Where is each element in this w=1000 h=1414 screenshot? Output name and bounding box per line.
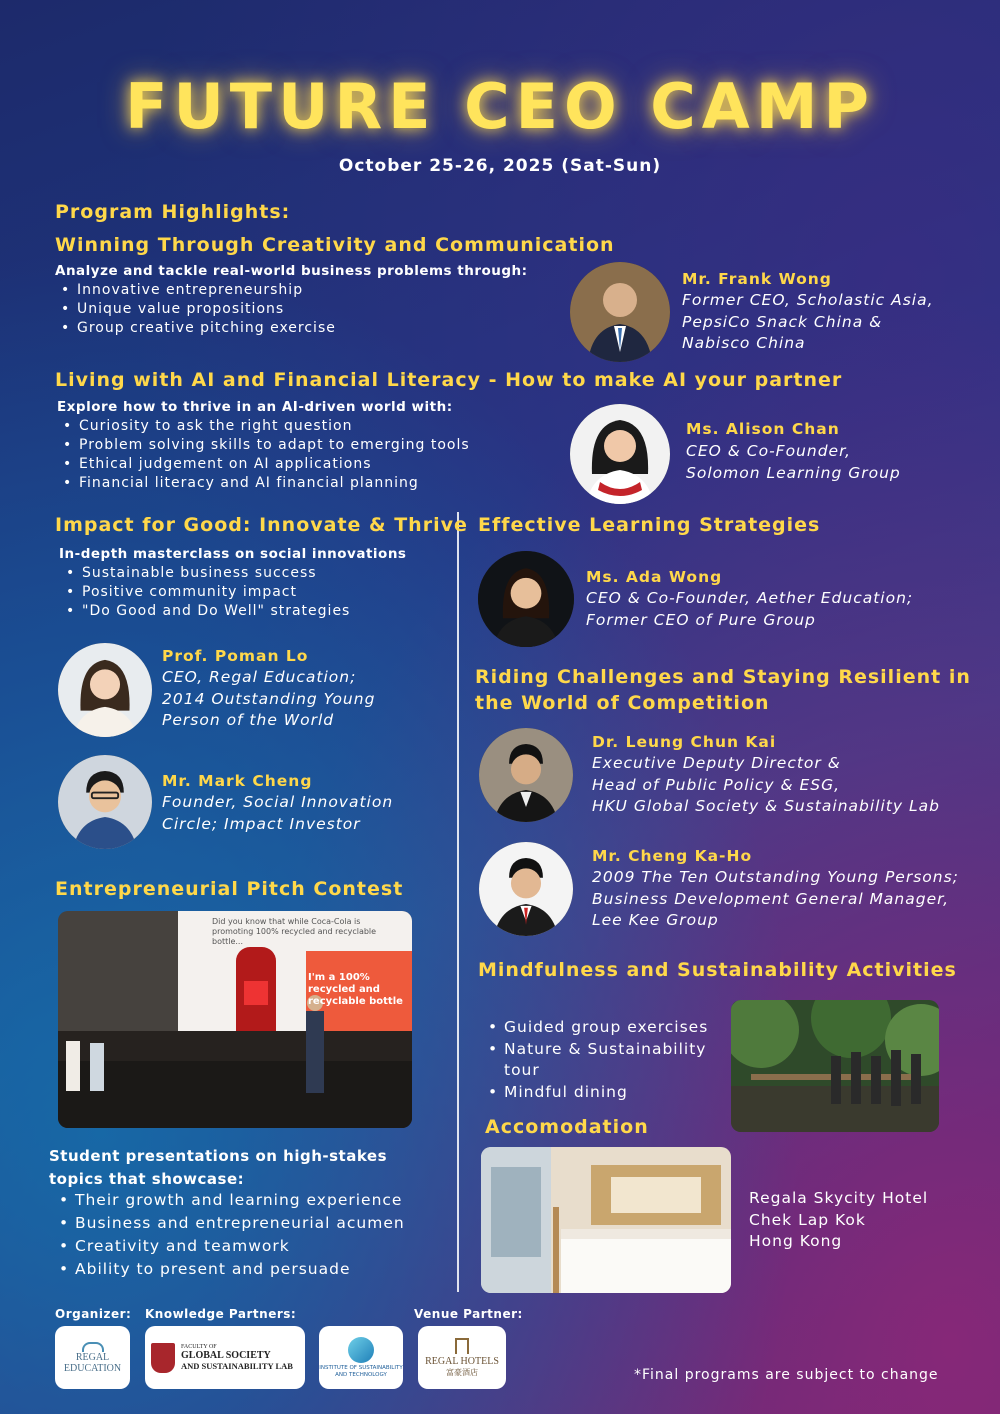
sec3-intro: In-depth masterclass on social innovations <box>59 546 407 562</box>
list-item: • Ability to present and persuade <box>53 1258 405 1281</box>
speaker-role: CEO & Co-Founder, Solomon Learning Group <box>686 442 901 482</box>
sec5-heading: Riding Challenges and Staying Resilient in the World of Competition <box>475 666 971 714</box>
regal-hotels-emblem <box>455 1338 469 1354</box>
sec4-heading: Effective Learning Strategies <box>478 514 821 536</box>
sec3-list <box>60 564 350 621</box>
ist-logo: INSTITUTE OF SUSTAINABILITY AND TECHNOLOGY <box>319 1326 403 1389</box>
list-item: • Their growth and learning experience <box>53 1189 405 1212</box>
globe-icon <box>348 1337 374 1363</box>
list-item: • Ethical judgement on AI applications <box>57 455 470 474</box>
nature-tour-photo <box>731 1000 939 1132</box>
sec2-intro: Explore how to thrive in an AI-driven world with: <box>57 399 453 415</box>
list-item: • Financial literacy and AI financial planning <box>57 474 470 493</box>
speaker-name: Prof. Poman Lo <box>162 647 309 665</box>
speaker-role: CEO & Co-Founder, Aether Education; Former CEO of Pure Group <box>586 589 914 629</box>
sec1-heading: Winning Through Creativity and Communication <box>55 234 615 256</box>
mindful-heading: Mindfulness and Sustainability Activities <box>478 959 957 981</box>
list-item: • Mindful dining <box>482 1082 712 1104</box>
list-item: • Positive community impact <box>60 583 350 602</box>
venue-partner-label: Venue Partner: <box>414 1307 523 1321</box>
speaker-name: Mr. Mark Cheng <box>162 772 313 790</box>
regal-hotels-logo: REGAL HOTELS 富豪酒店 <box>418 1326 506 1389</box>
list-item: • Business and entrepreneurial acumen <box>53 1212 405 1235</box>
column-divider <box>457 512 459 1292</box>
sec1-list <box>55 281 336 338</box>
list-item: • Problem solving skills to adapt to emerging tools <box>57 436 470 455</box>
sec2-heading: Living with AI and Financial Literacy - How to make AI your partner <box>55 369 843 391</box>
event-date: October 25-26, 2025 (Sat-Sun) <box>338 156 662 176</box>
list-item: • Sustainable business success <box>60 564 350 583</box>
list-item: • Guided group exercises <box>482 1017 712 1039</box>
speaker-photo-poman-lo <box>58 643 152 737</box>
speaker-role: Executive Deputy Director & Head of Public Policy & ESG, HKU Global Society & Sustainability Lab <box>592 754 940 815</box>
organizer-label: Organizer: <box>55 1307 132 1321</box>
speaker-photo-leung-chun-kai <box>479 728 573 822</box>
mindful-list <box>482 1017 712 1103</box>
speaker-name: Dr. Leung Chun Kai <box>592 733 777 751</box>
speaker-photo-ada-wong <box>478 551 574 647</box>
regal-education-emblem <box>82 1342 104 1352</box>
speaker-role: CEO, Regal Education; 2014 Outstanding Young Person of the World <box>162 668 376 729</box>
speaker-photo-mark-cheng <box>58 755 152 849</box>
speaker-role: Former CEO, Scholastic Asia, PepsiCo Snack China & Nabisco China <box>682 291 934 352</box>
list-item: • Unique value propositions <box>55 300 336 319</box>
pitch-list <box>53 1189 405 1281</box>
program-highlights-heading: Program Highlights: <box>55 201 291 223</box>
speaker-photo-cheng-ka-ho <box>479 842 573 936</box>
sec1-intro: Analyze and tackle real-world business problems through: <box>55 263 528 279</box>
list-item: • Group creative pitching exercise <box>55 319 336 338</box>
hotel-address: Regala Skycity Hotel Chek Lap Kok Hong Kong <box>749 1189 929 1250</box>
hku-gssl-logo: FACULTY OF GLOBAL SOCIETY AND SUSTAINABILITY LAB <box>145 1326 305 1389</box>
speaker-name: Ms. Ada Wong <box>586 568 723 586</box>
hotel-room-photo <box>481 1147 731 1293</box>
list-item: • Innovative entrepreneurship <box>55 281 336 300</box>
list-item: • "Do Good and Do Well" strategies <box>60 602 350 621</box>
accom-heading: Accomodation <box>485 1116 649 1138</box>
speaker-role: Founder, Social Innovation Circle; Impact Investor <box>162 793 394 833</box>
disclaimer-note: *Final programs are subject to change <box>634 1367 939 1383</box>
page-title: FUTURE CEO CAMP <box>125 70 875 143</box>
knowledge-partners-label: Knowledge Partners: <box>145 1307 297 1321</box>
pitch-intro: Student presentations on high-stakes topics that showcase: <box>49 1147 388 1188</box>
pitch-heading: Entrepreneurial Pitch Contest <box>55 878 404 900</box>
speaker-name: Mr. Cheng Ka-Ho <box>592 847 753 865</box>
speaker-photo-alison-chan <box>570 404 670 504</box>
speaker-name: Mr. Frank Wong <box>682 270 832 288</box>
regal-education-logo: REGAL EDUCATION <box>55 1326 130 1389</box>
sec3-heading: Impact for Good: Innovate & Thrive <box>55 514 468 536</box>
hku-crest-icon <box>151 1343 175 1373</box>
list-item: • Curiosity to ask the right question <box>57 417 470 436</box>
list-item: • Creativity and teamwork <box>53 1235 405 1258</box>
list-item: • Nature & Sustainability tour <box>482 1039 712 1082</box>
speaker-name: Ms. Alison Chan <box>686 420 840 438</box>
sec2-list <box>57 417 470 493</box>
slide-text: Did you know that while Coca-Cola is promoting 100% recycled and recyclable bottle... <box>212 917 377 946</box>
speaker-photo-frank-wong <box>570 262 670 362</box>
slide-claim: I'm a 100% recycled and recyclable bottle <box>308 972 403 1007</box>
speaker-role: 2009 The Ten Outstanding Young Persons; Business Development General Manager, Lee Kee Group <box>592 868 959 929</box>
